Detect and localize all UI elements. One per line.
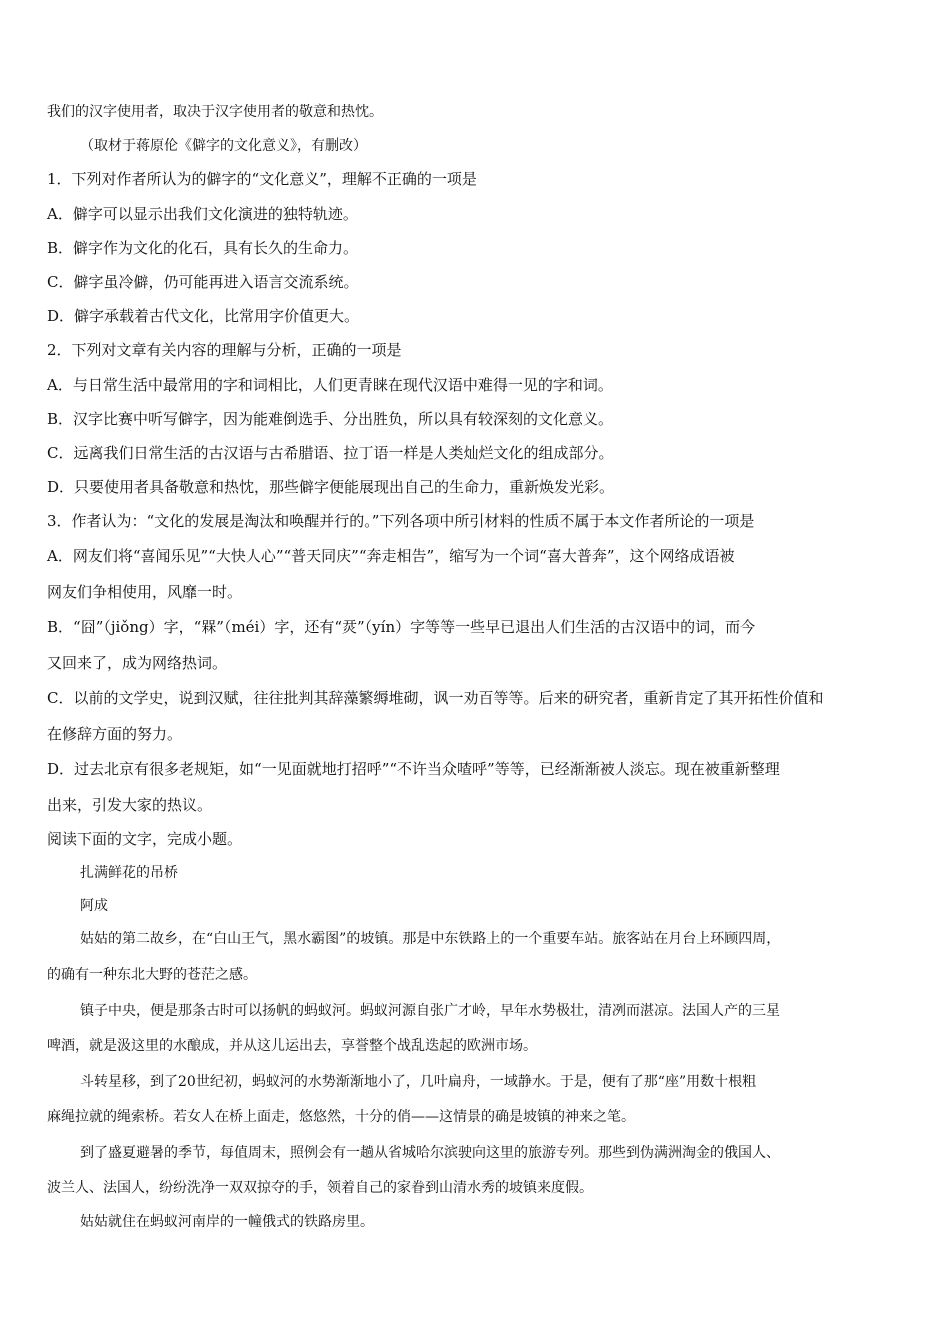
story-paragraph-2-line1: 镇子中央，便是那条古时可以扬帆的蚂蚁河。蚂蚁河源自张广才岭，早年水势极壮，清冽而湛凉。法国人产的三星 [80,1003,780,1019]
question-2-option-b: B．汉字比赛中听写僻字，因为能难倒选手、分出胜负，所以具有较深刻的文化意义。 [47,410,614,428]
question-3-option-d-line2: 出来，引发大家的热议。 [47,796,213,814]
question-1-option-b: B．僻字作为文化的化石，具有长久的生命力。 [47,239,359,257]
story-paragraph-4-line1: 到了盛夏避暑的季节，每值周末，照例会有一趟从省城哈尔滨驶向这里的旅游专列。那些到伪满洲淘金的俄国人、 [80,1145,780,1161]
question-1-option-a: A．僻字可以显示出我们文化演进的独特轨迹。 [47,205,358,223]
story-paragraph-5: 姑姑就住在蚂蚁河南岸的一幢俄式的铁路房里。 [80,1214,374,1230]
question-3-option-a-line2: 网友们争相使用，风靡一时。 [47,583,243,601]
intro-tail-line: 我们的汉字使用者，取决于汉字使用者的敬意和热忱。 [47,104,383,120]
question-2-option-a: A．与日常生活中最常用的字和词相比，人们更青睐在现代汉语中难得一见的字和词。 [47,376,613,394]
question-1-stem: 1．下列对作者所认为的僻字的“文化意义”，理解不正确的一项是 [47,170,477,188]
reading-instruction: 阅读下面的文字，完成小题。 [47,830,243,848]
question-3-stem: 3．作者认为：“文化的发展是淘汰和唤醒并行的。”下列各项中所引材料的性质不属于本文作者所论的一项是 [47,512,755,530]
story-paragraph-1-line1: 姑姑的第二故乡，在“白山王气，黑水霸图”的坡镇。那是中东铁路上的一个重要车站。旅客站在月台上环顾四周， [80,931,781,947]
question-2-option-c: C．远离我们日常生活的古汉语与古希腊语、拉丁语一样是人类灿烂文化的组成部分。 [47,444,614,462]
story-paragraph-1-line2: 的确有一种东北大野的苍茫之感。 [47,967,257,983]
story-paragraph-3-line2: 麻绳拉就的绳索桥。若女人在桥上面走，悠悠然，十分的俏——这情景的确是坡镇的神来之笔。 [47,1109,635,1125]
story-author: 阿成 [80,898,108,914]
question-1-option-c: C．僻字虽冷僻，仍可能再进入语言交流系统。 [47,273,359,291]
story-title: 扎满鲜花的吊桥 [80,865,178,881]
question-3-option-c-line1: C．以前的文学史，说到汉赋，往往批判其辞藻繁缛堆砌，讽一劝百等等。后来的研究者，重新肯定了其开拓性价值和 [47,689,824,707]
source-note: （取材于蒋原伦《僻字的文化意义》，有删改） [80,138,367,154]
question-2-stem: 2．下列对文章有关内容的理解与分析，正确的一项是 [47,341,402,359]
question-1-option-d: D．僻字承载着古代文化，比常用字价值更大。 [47,307,360,325]
question-3-option-a-line1: A．网友们将“喜闻乐见”“大快人心”“普天同庆”“奔走相告”，缩写为一个词“喜大普奔”，这个网络成语被 [47,547,735,565]
story-paragraph-2-line2: 啤酒，就是汲这里的水酿成，并从这儿运出去，享誉整个战乱迭起的欧洲市场。 [47,1038,537,1054]
question-3-option-b-line1: B．“囧”（jiǒng）字，“槑”（méi）字，还有“烎”（yín）字等等一些早已退出人们生活的古汉语中的词，而今 [47,618,756,636]
question-2-option-d: D．只要使用者具备敬意和热忱，那些僻字便能展现出自己的生命力，重新焕发光彩。 [47,478,615,496]
question-3-option-c-line2: 在修辞方面的努力。 [47,725,183,743]
story-paragraph-3-line1: 斗转星移，到了20世纪初，蚂蚁河的水势渐渐地小了，几叶扁舟，一域静水。于是，便有了那“座”用数十根粗 [80,1074,757,1090]
question-3-option-d-line1: D．过去北京有很多老规矩，如“一见面就地打招呼”“不许当众喳呼”等等，已经渐渐被人淡忘。现在被重新整理 [47,760,780,778]
story-paragraph-4-line2: 波兰人、法国人，纷纷洗净一双双掠夺的手，领着自己的家眷到山清水秀的坡镇来度假。 [47,1180,593,1196]
question-3-option-b-line2: 又回来了，成为网络热词。 [47,654,228,672]
